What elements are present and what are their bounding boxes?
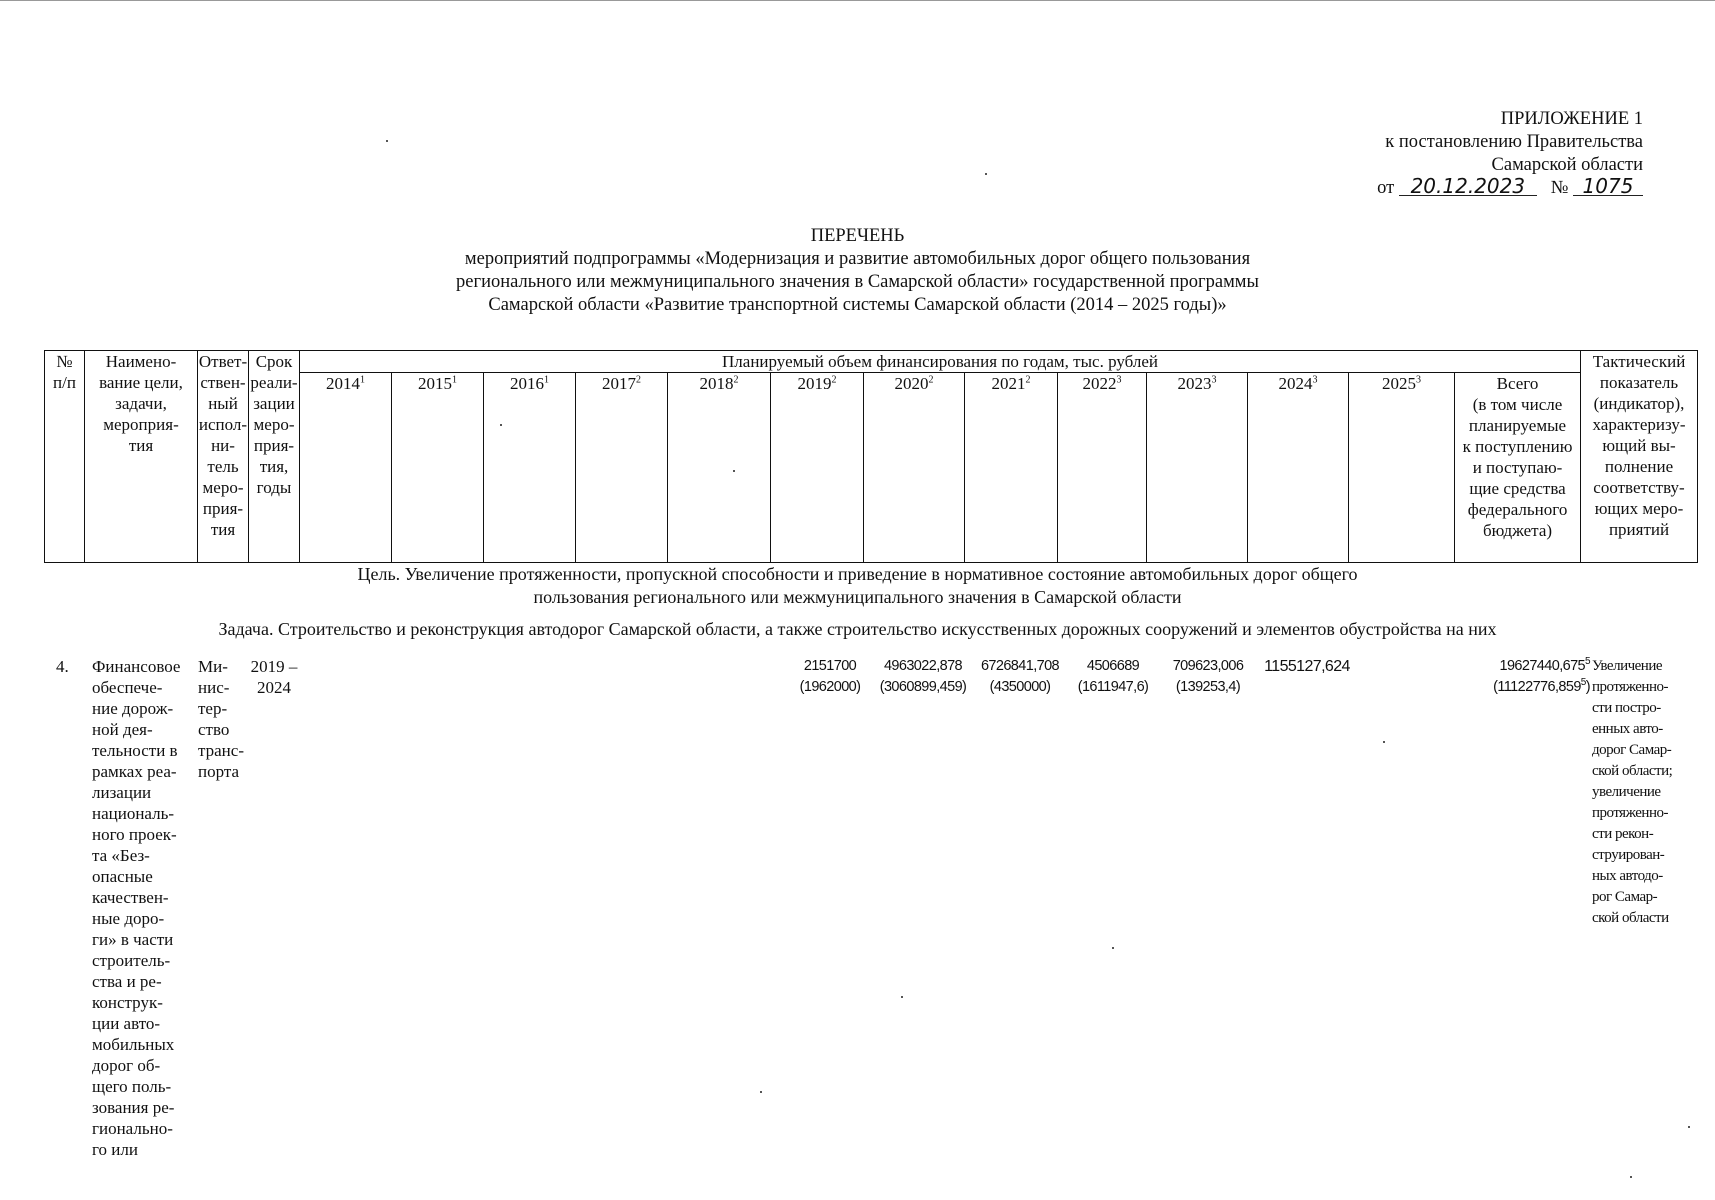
row-name-line: ги» в части	[92, 930, 174, 949]
col-responsible-header-line: ствен-	[200, 373, 246, 392]
appendix-block	[1323, 108, 1643, 200]
row-indicator-line: Увеличение	[1592, 658, 1663, 674]
row-name-line: ции авто-	[92, 1014, 161, 1033]
value-2019: 2151700 (1962000)	[799, 658, 861, 695]
row-name-line: дорог об-	[92, 1056, 161, 1075]
scan-speck	[1688, 1126, 1690, 1128]
col-total-header	[1455, 373, 1581, 563]
row-indicator-line: ской области	[1592, 910, 1669, 926]
appendix-date-line	[1323, 174, 1643, 200]
scan-speck	[1112, 947, 1114, 949]
col-indicator-header-line: ющих меро-	[1594, 499, 1684, 518]
heading-line3: Самарской области «Развитие транспортной системы Самарской области (2014 – 2025 годы)»	[488, 295, 1227, 315]
row-indicator-line: сти рекон-	[1592, 826, 1654, 842]
col-indicator-header-line: (индикатор),	[1593, 394, 1685, 413]
value-2021: 6726841,708 (4350000)	[980, 658, 1060, 695]
value-2020: 4963022,878 (3060899,459)	[879, 658, 967, 695]
decree-number: 1075	[1573, 177, 1643, 196]
row-name	[92, 656, 184, 1160]
row-name-line: тельности в	[92, 741, 178, 760]
col-responsible-header-line: тия	[210, 520, 236, 539]
row-indicator	[1592, 656, 1702, 929]
col-responsible-header-line: меро-	[202, 478, 244, 497]
from-label: от	[1377, 178, 1395, 198]
row-responsible-line: ство	[198, 720, 230, 739]
row-indicator-line: струирован-	[1592, 847, 1665, 863]
col-total-header-line: (в том числе	[1472, 395, 1563, 414]
col-term-header	[249, 351, 300, 563]
col-total-header-line: щие средства	[1469, 479, 1566, 498]
row-number: 4.	[56, 657, 69, 676]
row-indicator-line: протяженно-	[1592, 679, 1668, 695]
col-indicator-header	[1581, 351, 1698, 563]
row-name-line: рамках реа-	[92, 762, 177, 781]
col-term-header-line: зации	[253, 394, 295, 413]
col-total-header-line: и поступаю-	[1472, 458, 1563, 477]
year-header-2024: 2024$^3$	[1248, 373, 1349, 563]
row-name-line: обеспече-	[92, 678, 163, 697]
appendix-title: ПРИЛОЖЕНИЕ 1	[1500, 109, 1643, 129]
row-name-line: го или	[92, 1140, 138, 1159]
scan-speck	[1383, 741, 1385, 743]
col-total-header-line: Всего	[1496, 374, 1539, 393]
goal-line1: Цель. Увеличение протяженности, пропускной способности и приведение в нормативное состояние автомобильных дорог общего	[357, 564, 1358, 584]
row-responsible	[198, 656, 248, 782]
goal-line2: пользования регионального или межмуниципального значения в Самарской области	[533, 587, 1182, 607]
scan-speck	[1630, 1176, 1632, 1178]
year-header-2014: 2014$^1$	[300, 373, 392, 563]
row-name-line: гионально-	[92, 1119, 173, 1138]
col-responsible-header-line: ни-	[211, 436, 235, 455]
col-term-header-line: меро-	[253, 415, 295, 434]
heading-line1: мероприятий подпрограммы «Модернизация и развитие автомобильных дорог общего пользования	[464, 249, 1251, 269]
col-indicator-header-line: приятий	[1608, 520, 1670, 539]
year-header-2015: 2015$^1$	[392, 373, 484, 563]
year-header-2021: 2021$^2$	[965, 373, 1058, 563]
col-name-header-line: Наимено-	[105, 352, 177, 371]
col-indicator-header-line: Тактический	[1592, 352, 1686, 371]
year-header-2025: 2025$^3$	[1349, 373, 1455, 563]
row-term-line: 2019 –	[250, 657, 298, 676]
row-name-line: ного проек-	[92, 825, 177, 844]
col-indicator-header-line: характеризу-	[1592, 415, 1686, 434]
scan-speck	[733, 470, 735, 472]
col-responsible-header-line: тель	[207, 457, 239, 476]
col-indicator-header-line: показатель	[1599, 373, 1679, 392]
col-total-header-line: планируемые	[1468, 416, 1567, 435]
row-term-line: 2024	[257, 678, 291, 697]
year-header-2023: 2023$^3$	[1147, 373, 1248, 563]
row-indicator-line: рог Самар-	[1592, 889, 1658, 905]
number-label: №	[1550, 178, 1569, 198]
scan-speck	[760, 1091, 762, 1093]
col-responsible-header-line: Ответ-	[198, 352, 248, 371]
year-header-2018: 2018$^2$	[668, 373, 771, 563]
row-name-line: зования ре-	[92, 1098, 175, 1117]
heading-title: ПЕРЕЧЕНЬ	[810, 226, 905, 246]
col-responsible-header-line: ный	[208, 394, 238, 413]
col-term-header-line: тия,	[259, 457, 289, 476]
col-term-header-line: реали-	[250, 373, 298, 392]
appendix-line2: Самарской области	[1491, 155, 1643, 175]
year-header-2016: 2016$^1$	[484, 373, 576, 563]
financing-header: Планируемый объем финансирования по годам, тыс. рублей	[300, 351, 1581, 373]
col-total-header-line: федерального	[1467, 500, 1568, 519]
col-number-header	[45, 351, 85, 563]
task-text: Задача. Строительство и реконструкция автодорог Самарской области, а также строительство искусственных дорожных сооружений и элементов обустройства на них	[218, 619, 1497, 639]
row-name-line: ной дея-	[92, 720, 153, 739]
row-responsible-line: тер-	[198, 699, 228, 718]
row-name-line: националь-	[92, 804, 175, 823]
year-header-2020: 2020$^2$	[864, 373, 965, 563]
row-name-line: опасные	[92, 867, 153, 886]
row-name-line: ства и ре-	[92, 972, 162, 991]
col-term-header-line: Срок	[255, 352, 293, 371]
col-name-header-line: тия	[128, 436, 154, 455]
row-indicator-line: ных автодо-	[1592, 868, 1663, 884]
row-indicator-line: протяженно-	[1592, 805, 1668, 821]
row-responsible-line: транс-	[198, 741, 244, 760]
row-name-line: строитель-	[92, 951, 171, 970]
row-indicator-line: ской области;	[1592, 763, 1673, 779]
row-indicator-line: дорог Самар-	[1592, 742, 1672, 758]
row-name-line: ные доро-	[92, 909, 165, 928]
row-name-line: мобильных	[92, 1035, 175, 1054]
year-header-2022: 2022$^3$	[1058, 373, 1147, 563]
decree-date: 20.12.2023	[1399, 177, 1537, 196]
col-number-header-line: п/п	[53, 373, 76, 392]
scan-speck	[985, 173, 987, 175]
row-indicator-line: енных авто-	[1592, 721, 1663, 737]
row-responsible-line: Ми-	[198, 657, 228, 676]
col-term-header-line: годы	[256, 478, 292, 497]
scan-top-border	[0, 0, 1715, 3]
value-total: 19627440,675$^5$ (11122776,859$^5$)	[1493, 656, 1590, 695]
value-2024: 1155127,624	[1264, 658, 1350, 675]
row-term	[250, 656, 298, 698]
row-name-line: щего поль-	[92, 1077, 172, 1096]
col-indicator-header-line: ющий вы-	[1602, 436, 1676, 455]
row-name-line: ние дорож-	[92, 699, 174, 718]
row-name-line: Финансовое	[92, 657, 181, 676]
goal-text	[0, 563, 1715, 609]
value-2023: 709623,006 (139253,4)	[1172, 658, 1244, 695]
col-name-header-line: вание цели,	[99, 373, 183, 392]
row-responsible-line: нис-	[198, 678, 230, 697]
col-name-header	[85, 351, 198, 563]
scan-speck	[500, 424, 502, 426]
row-indicator-line: увеличение	[1592, 784, 1661, 800]
row-name-line: качествен-	[92, 888, 169, 907]
scan-speck	[901, 996, 903, 998]
col-total-header-line: к поступлению	[1462, 437, 1573, 456]
year-header-2019: 2019$^2$	[771, 373, 864, 563]
row-responsible-line: порта	[198, 762, 240, 781]
row-indicator-line: сти постро-	[1592, 700, 1661, 716]
col-indicator-header-line: полнение	[1604, 457, 1674, 476]
col-indicator-header-line: соответству-	[1593, 478, 1685, 497]
col-name-header-line: задачи,	[115, 394, 167, 413]
year-header-2017: 2017$^2$	[576, 373, 668, 563]
col-responsible-header	[198, 351, 249, 563]
heading-line2: регионального или межмуниципального значения в Самарской области» государственной программы	[456, 272, 1259, 292]
col-total-header-line: бюджета)	[1482, 521, 1553, 540]
appendix-line1: к постановлению Правительства	[1385, 132, 1643, 152]
col-name-header-line: мероприя-	[103, 415, 179, 434]
financing-table-header	[44, 350, 1698, 563]
row-name-line: конструк-	[92, 993, 163, 1012]
col-responsible-header-line: прия-	[202, 499, 244, 518]
col-number-header-line: №	[56, 352, 73, 371]
col-responsible-header-line: испол-	[198, 415, 248, 434]
scan-speck	[386, 140, 388, 142]
row-name-line: лизации	[92, 783, 152, 802]
value-2022: 4506689 (1611947,6)	[1077, 658, 1149, 695]
row-name-line: та «Без-	[92, 846, 150, 865]
document-heading	[0, 225, 1715, 317]
col-term-header-line: прия-	[253, 436, 295, 455]
